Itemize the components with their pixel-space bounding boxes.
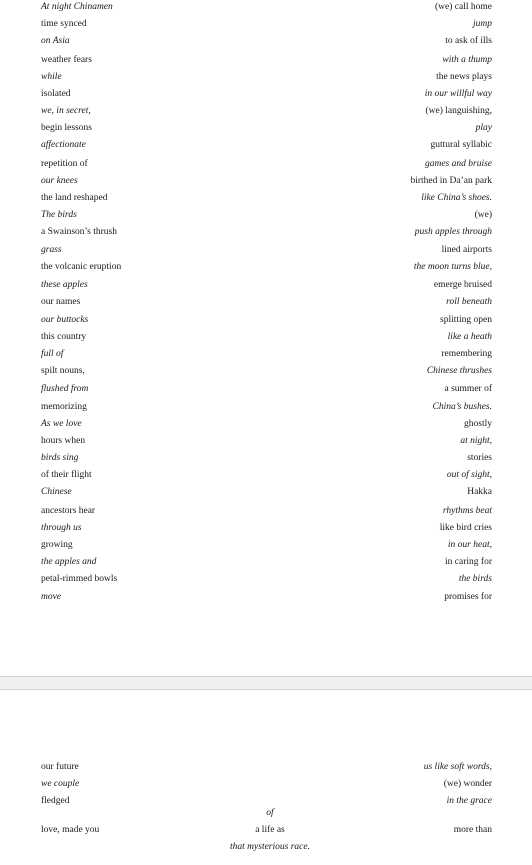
document-page-2 <box>0 690 532 865</box>
verse-line: more than <box>453 825 492 835</box>
verse-line: a life as <box>255 825 285 835</box>
verse-line: splitting open <box>440 315 492 325</box>
verse-line: rhythms beat <box>442 506 492 516</box>
verse-line: move <box>41 592 62 602</box>
verse-line: Chinese <box>41 487 72 497</box>
verse-line: of <box>266 808 274 818</box>
verse-line: through us <box>41 523 82 533</box>
verse-line: affectionate <box>41 140 86 150</box>
verse-line: (we) call home <box>435 2 492 12</box>
verse-line: memorizing <box>41 402 87 412</box>
verse-line: our buttocks <box>41 315 89 325</box>
verse-line: promises for <box>444 592 492 602</box>
verse-line: birds sing <box>41 453 79 463</box>
verse-line: spilt nouns, <box>41 366 85 376</box>
verse-line: remembering <box>441 349 492 359</box>
verse-line: the birds <box>458 574 492 584</box>
verse-line: China’s bushes. <box>432 402 492 412</box>
page-separator <box>0 676 532 690</box>
verse-line: repetition of <box>41 159 88 169</box>
verse-line: The birds <box>41 210 77 220</box>
verse-line: the moon turns blue, <box>413 262 492 272</box>
verse-line: we couple <box>41 779 80 789</box>
verse-line: while <box>41 72 62 82</box>
verse-line: Chinese thrushes <box>426 366 492 376</box>
verse-line: the volcanic eruption <box>41 262 122 272</box>
verse-line: a summer of <box>444 384 492 394</box>
verse-line: in our willful way <box>424 89 492 99</box>
verse-line: like a heath <box>447 332 492 342</box>
verse-line: at night, <box>460 436 492 446</box>
verse-line: growing <box>41 540 73 550</box>
verse-line: stories <box>467 453 492 463</box>
verse-line: emerge bruised <box>433 280 492 290</box>
verse-line: this country <box>41 332 87 342</box>
verse-line: Hakka <box>467 487 492 497</box>
verse-line: weather fears <box>41 55 92 65</box>
verse-line: love, made you <box>41 825 100 835</box>
verse-line: our future <box>41 762 79 772</box>
verse-line: (we) languishing, <box>425 106 492 116</box>
verse-line: flushed from <box>41 384 89 394</box>
verse-line: As we love <box>41 419 82 429</box>
verse-line: a Swainson’s thrush <box>41 227 117 237</box>
verse-line: (we) <box>474 210 492 220</box>
verse-line: in caring for <box>445 557 492 567</box>
verse-line: we, in secret, <box>41 106 91 116</box>
verse-line: these apples <box>41 280 88 290</box>
verse-line: hours when <box>41 436 86 446</box>
verse-line: like China’s shoes. <box>421 193 492 203</box>
verse-line: our names <box>41 297 81 307</box>
verse-line: like bird cries <box>439 523 492 533</box>
verse-line: the apples and <box>41 557 97 567</box>
verse-line: our knees <box>41 176 78 186</box>
verse-line: play <box>475 123 492 133</box>
verse-line: time synced <box>41 19 87 29</box>
verse-line: games and bruise <box>424 159 492 169</box>
verse-line: of their flight <box>41 470 92 480</box>
verse-line: birthed in Da’an park <box>410 176 492 186</box>
verse-line: push apples through <box>414 227 492 237</box>
verse-line: in our heat, <box>447 540 492 550</box>
verse-line: that mysterious race. <box>230 842 310 852</box>
verse-line: us like soft words, <box>423 762 492 772</box>
verse-line: with a thump <box>442 55 492 65</box>
verse-line: At night Chinamen <box>41 2 113 12</box>
verse-line: the news plays <box>436 72 492 82</box>
verse-line: on Asia <box>41 36 70 46</box>
verse-line: ghostly <box>464 419 492 429</box>
verse-line: out of sight, <box>446 470 492 480</box>
verse-line: petal-rimmed bowls <box>41 574 118 584</box>
verse-line: (we) wonder <box>443 779 492 789</box>
verse-line: guttural syllabic <box>430 140 492 150</box>
verse-line: roll beneath <box>446 297 492 307</box>
verse-line: in the grace <box>446 796 492 806</box>
verse-line: full of <box>41 349 64 359</box>
verse-line: the land reshaped <box>41 193 108 203</box>
verse-line: jump <box>473 19 492 29</box>
verse-line: lined airports <box>441 245 492 255</box>
verse-line: ancestors hear <box>41 506 96 516</box>
verse-line: isolated <box>41 89 71 99</box>
verse-line: grass <box>41 245 62 255</box>
verse-line: to ask of ills <box>445 36 492 46</box>
verse-line: fledged <box>41 796 70 806</box>
verse-line: begin lessons <box>41 123 92 133</box>
